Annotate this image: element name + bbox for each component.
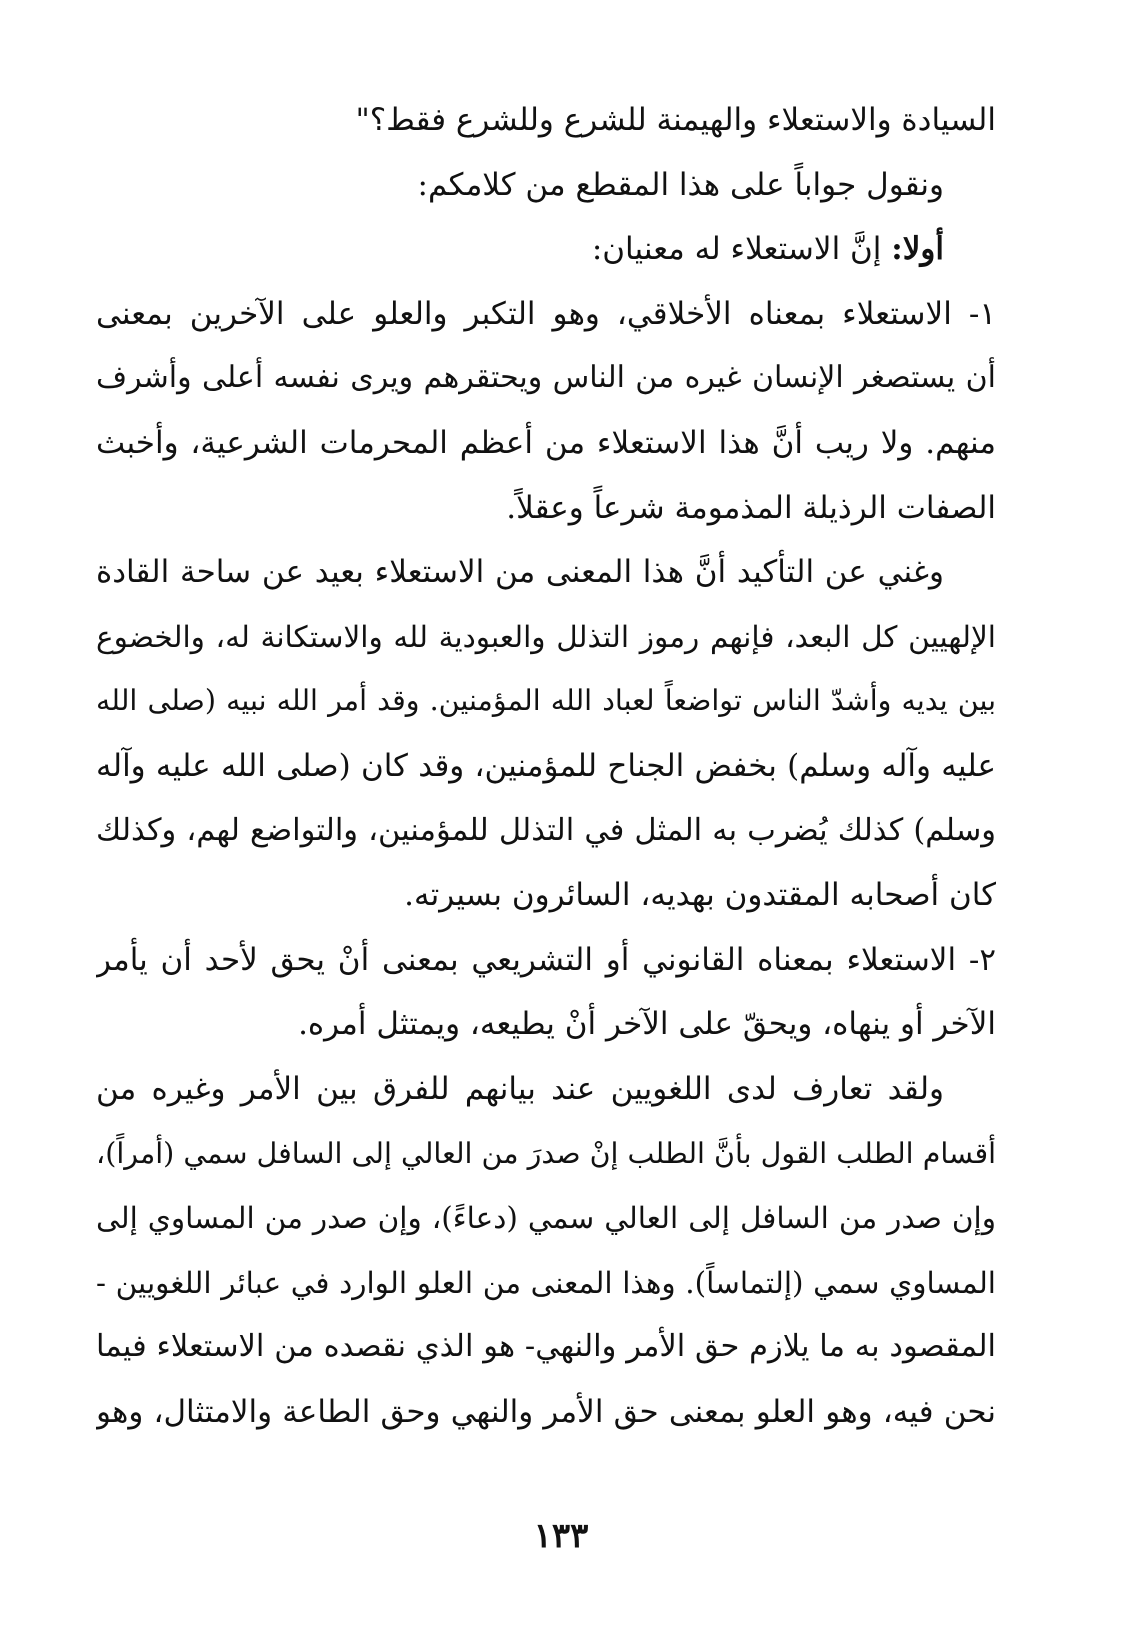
text-line: المقصود به ما يلازم حق الأمر والنهي- هو الذي نقصده من الاستعلاء فيما [96, 1329, 996, 1365]
text-line: وسلم) كذلك يُضرب به المثل في التذلل للمؤمنين، والتواضع لهم، وكذلك [96, 812, 996, 848]
text-line: عليه وآله وسلم) بخفض الجناح للمؤمنين، وقد كان (صلى الله عليه وآله [96, 747, 996, 784]
text-line: المساوي سمي (إلتماساً). وهذا المعنى من العلو الوارد في عبائر اللغويين - [96, 1265, 996, 1300]
page-number: ١٣٣ [533, 1516, 589, 1556]
text-line: الإلهيين كل البعد، فإنهم رموز التذلل والعبودية لله والاستكانة له، والخضوع [96, 619, 996, 654]
text-line: ٢- الاستعلاء بمعناه القانوني أو التشريعي بمعنى أنْ يحق لأحد أن يأمر [96, 941, 996, 978]
text-line: الصفات الرذيلة المذمومة شرعاً وعقلاً. [506, 489, 996, 526]
text-line-first-point [96, 217, 996, 282]
first-point-text: إنَّ الاستعلاء له معنيان: [591, 231, 882, 268]
body-text [96, 88, 996, 1444]
text-line: منهم. ولا ريب أنَّ هذا الاستعلاء من أعظم المحرمات الشرعية، وأخبث [96, 424, 996, 461]
text-line: الآخر أو ينهاه، ويحقّ على الآخر أنْ يطيعه، ويمتثل أمره. [298, 1006, 996, 1043]
text-line: أقسام الطلب القول بأنَّ الطلب إنْ صدرَ من العالي إلى السافل سمي (أمراً)، [96, 1136, 996, 1170]
text-line: بين يديه وأشدّ الناس تواضعاً لعباد الله المؤمنين. وقد أمر الله نبيه (صلى الله [96, 684, 996, 718]
text-line: أن يستصغر الإنسان غيره من الناس ويحتقرهم ويرى نفسه أعلى وأشرف [96, 360, 996, 396]
text-line: ١- الاستعلاء بمعناه الأخلاقي، وهو التكبر والعلو على الآخرين بمعنى [96, 295, 996, 332]
text-line: نحن فيه، وهو العلو بمعنى حق الأمر والنهي وحق الطاعة والامتثال، وهو [96, 1393, 996, 1430]
text-line: السيادة والاستعلاء والهيمنة للشرع وللشرع فقط؟" [355, 102, 996, 138]
text-line: ولقد تعارف لدى اللغويين عند بيانهم للفرق بين الأمر وغيره من [96, 1070, 944, 1107]
first-point-label: أولا: [891, 231, 944, 268]
text-line: وغني عن التأكيد أنَّ هذا المعنى من الاستعلاء بعيد عن ساحة القادة [96, 554, 944, 591]
text-line: كان أصحابه المقتدون بهديه، السائرون بسيرته. [404, 877, 996, 914]
text-line: وإن صدر من السافل إلى العالي سمي (دعاءً)، وإن صدر من المساوي إلى [96, 1201, 996, 1236]
text-line: ونقول جواباً على هذا المقطع من كلامكم: [417, 166, 944, 203]
